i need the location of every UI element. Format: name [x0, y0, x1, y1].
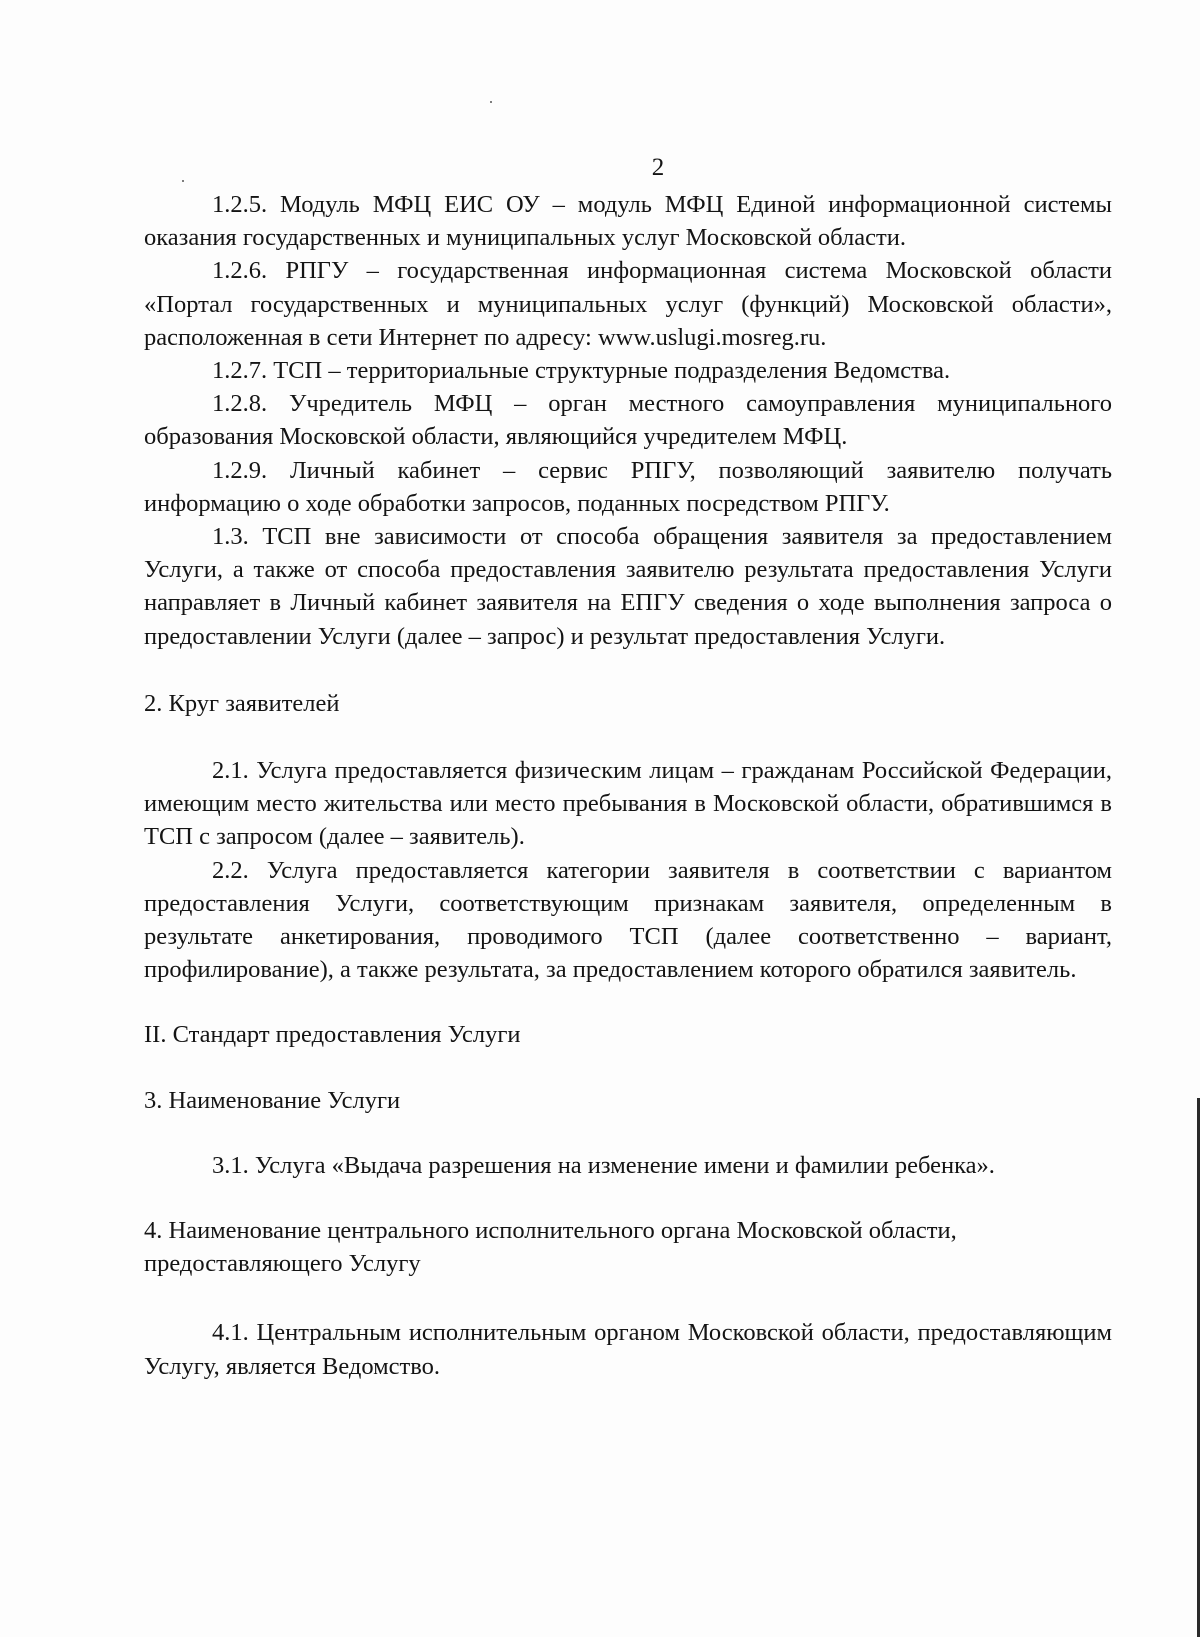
section-heading-4: [144, 1214, 1112, 1280]
part-heading-II: II. Стандарт предоставления Услуги: [144, 1021, 521, 1049]
scan-speck: [490, 101, 492, 103]
document-body: [144, 188, 1112, 1383]
section-heading-4-line1: 4. Наименование центрального исполнительного органа Московской области,: [144, 1217, 957, 1245]
paragraph-3-1: 3.1. Услуга «Выдача разрешения на изменение имени и фамилии ребенка».: [212, 1151, 995, 1179]
paragraph-1-2-6: 1.2.6. РПГУ – государственная информационная система Московской области «Портал государственных и муниципальных услуг (функций) Московской области», расположенная в сети Интернет по адресу: www.uslugi.mosreg.ru.: [144, 257, 1112, 351]
paragraph-1-2-7: 1.2.7. ТСП – территориальные структурные подразделения Ведомства.: [212, 357, 951, 385]
page-number: 2: [651, 154, 665, 181]
paragraph-1-3: 1.3. ТСП вне зависимости от способа обращения заявителя за предоставлением Услуги, а также от способа предоставления заявителю результата предоставления Услуги направляет в Личный кабинет заявителя на ЕПГУ сведения о ходе выполнения запроса о предоставлении Услуги (далее – запрос) и результат предоставления Услуги.: [144, 523, 1112, 650]
section-heading-2: 2. Круг заявителей: [144, 689, 340, 717]
paragraph-1-2-5: 1.2.5. Модуль МФЦ ЕИС ОУ – модуль МФЦ Единой информационной системы оказания государственных и муниципальных услуг Московской области.: [144, 191, 1112, 252]
section-heading-3: 3. Наименование Услуги: [144, 1086, 401, 1114]
paragraph-2-2: 2.2. Услуга предоставляется категории заявителя в соответствии с вариантом предоставления Услуги, соответствующим признакам заявителя, определенным в результате анкетирования, проводимого ТСП (далее соответственно – вариант, профилирование), а также результата, за предоставлением которого обратился заявитель.: [144, 856, 1112, 984]
paragraph-1-2-8: 1.2.8. Учредитель МФЦ – орган местного самоуправления муниципального образования Московской области, являющийся учредителем МФЦ.: [144, 390, 1112, 451]
section-heading-4-line2: предоставляющего Услугу: [144, 1250, 421, 1278]
paragraph-4-1: 4.1. Центральным исполнительным органом Московской области, предоставляющим Услугу, является Ведомство.: [144, 1319, 1112, 1380]
paragraph-2-1: 2.1. Услуга предоставляется физическим лицам – гражданам Российской Федерации, имеющим место жительства или место пребывания в Московской области, обратившимся в ТСП с запросом (далее – заявитель).: [144, 757, 1112, 851]
paragraph-1-2-9: 1.2.9. Личный кабинет – сервис РПГУ, позволяющий заявителю получать информацию о ходе обработки запросов, поданных посредством РПГУ.: [144, 456, 1112, 517]
